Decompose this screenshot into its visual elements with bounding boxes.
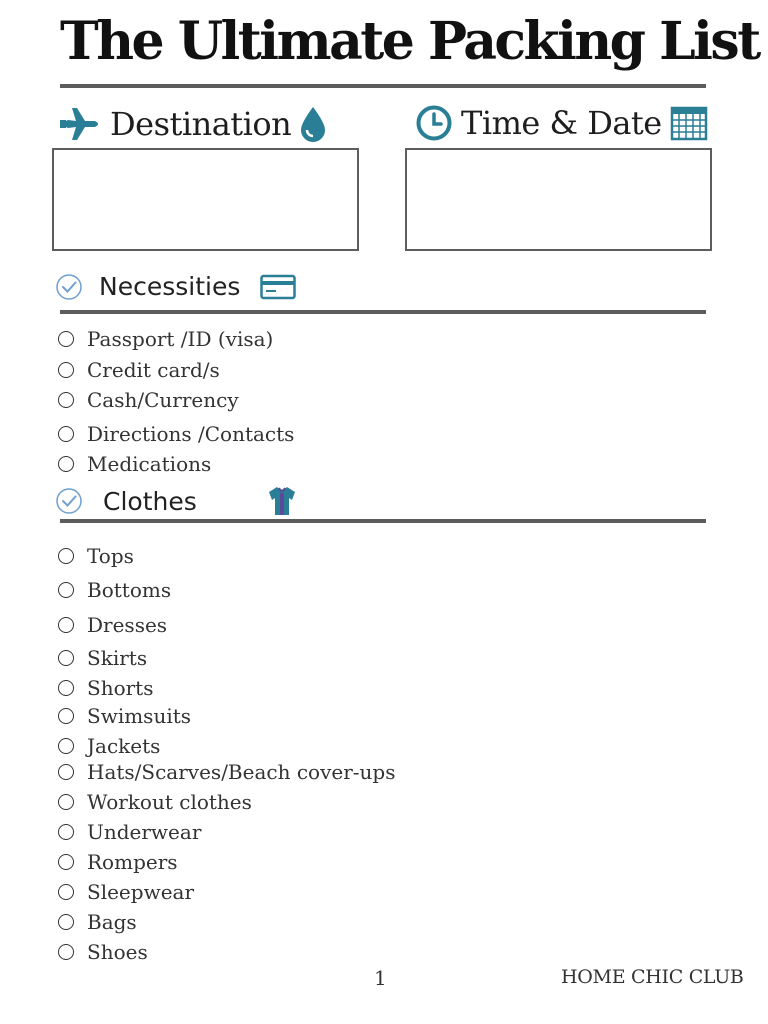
- checkbox-radio[interactable]: [58, 884, 74, 900]
- list-item[interactable]: [58, 357, 220, 383]
- list-item[interactable]: [58, 612, 167, 638]
- necessities-header: [55, 272, 296, 301]
- item-label: Skirts: [87, 646, 148, 670]
- list-item[interactable]: [58, 421, 294, 447]
- list-item[interactable]: [58, 703, 191, 729]
- necessities-title: Necessities: [99, 272, 241, 301]
- page-number: 1: [374, 966, 387, 990]
- calendar-icon: [670, 105, 708, 141]
- checkbox-radio[interactable]: [58, 362, 74, 378]
- clothes-divider: [60, 519, 706, 523]
- checkbox-radio[interactable]: [58, 582, 74, 598]
- list-item[interactable]: [58, 849, 178, 875]
- list-item[interactable]: [58, 789, 252, 815]
- checkbox-radio[interactable]: [58, 794, 74, 810]
- list-item[interactable]: [58, 577, 171, 603]
- item-label: Workout clothes: [87, 790, 252, 814]
- brand-footer: HOME CHIC CLUB: [561, 966, 744, 988]
- list-item[interactable]: [58, 387, 239, 413]
- check-circle-icon: [55, 487, 83, 515]
- item-label: Hats/Scarves/Beach cover-ups: [87, 760, 396, 784]
- list-item[interactable]: [58, 819, 201, 845]
- checkbox-radio[interactable]: [58, 944, 74, 960]
- item-label: Passport /ID (visa): [87, 327, 274, 351]
- item-label: Shorts: [87, 676, 154, 700]
- item-label: Underwear: [87, 820, 202, 844]
- shirt-icon: [267, 485, 297, 517]
- time-date-label: Time & Date: [461, 104, 662, 142]
- item-label: Credit card/s: [87, 358, 220, 382]
- checkbox-radio[interactable]: [58, 331, 74, 347]
- checkbox-radio[interactable]: [58, 617, 74, 633]
- list-item[interactable]: [58, 909, 137, 935]
- checkbox-radio[interactable]: [58, 650, 74, 666]
- item-label: Rompers: [87, 850, 178, 874]
- checkbox-radio[interactable]: [58, 426, 74, 442]
- page-title: The Ultimate Packing List: [60, 11, 759, 72]
- water-drop-icon: [299, 105, 327, 143]
- title-divider: [60, 84, 706, 88]
- clock-icon: [415, 104, 453, 142]
- list-item[interactable]: [58, 326, 273, 352]
- item-label: Directions /Contacts: [87, 422, 295, 446]
- clothes-title: Clothes: [103, 486, 197, 516]
- destination-label: Destination: [110, 105, 292, 143]
- item-label: Sleepwear: [87, 880, 195, 904]
- item-label: Medications: [87, 452, 212, 476]
- checkbox-radio[interactable]: [58, 914, 74, 930]
- item-label: Tops: [87, 544, 134, 568]
- item-label: Shoes: [87, 940, 148, 964]
- list-item[interactable]: [58, 645, 147, 671]
- credit-card-icon: [260, 274, 296, 300]
- airplane-icon: [58, 104, 102, 144]
- checkbox-radio[interactable]: [58, 456, 74, 472]
- list-item[interactable]: [58, 733, 160, 759]
- checkbox-radio[interactable]: [58, 764, 74, 780]
- time-date-label-row: [415, 104, 708, 142]
- checkbox-radio[interactable]: [58, 854, 74, 870]
- checkbox-radio[interactable]: [58, 392, 74, 408]
- item-label: Jackets: [87, 734, 161, 758]
- checkbox-radio[interactable]: [58, 548, 74, 564]
- checkbox-radio[interactable]: [58, 708, 74, 724]
- list-item[interactable]: [58, 543, 134, 569]
- checkbox-radio[interactable]: [58, 738, 74, 754]
- item-label: Dresses: [87, 613, 168, 637]
- list-item[interactable]: [58, 675, 153, 701]
- checkbox-radio[interactable]: [58, 824, 74, 840]
- item-label: Bags: [87, 910, 137, 934]
- item-label: Cash/Currency: [87, 388, 239, 412]
- list-item[interactable]: [58, 451, 211, 477]
- list-item[interactable]: [58, 939, 148, 965]
- item-label: Bottoms: [87, 578, 172, 602]
- necessities-divider: [60, 310, 706, 314]
- destination-field[interactable]: [52, 148, 359, 251]
- check-circle-icon: [55, 273, 83, 301]
- clothes-header: [55, 485, 297, 517]
- item-label: Swimsuits: [87, 704, 192, 728]
- list-item[interactable]: [58, 759, 395, 785]
- time-date-field[interactable]: [405, 148, 712, 251]
- checkbox-radio[interactable]: [58, 680, 74, 696]
- list-item[interactable]: [58, 879, 194, 905]
- destination-label-row: [58, 104, 327, 144]
